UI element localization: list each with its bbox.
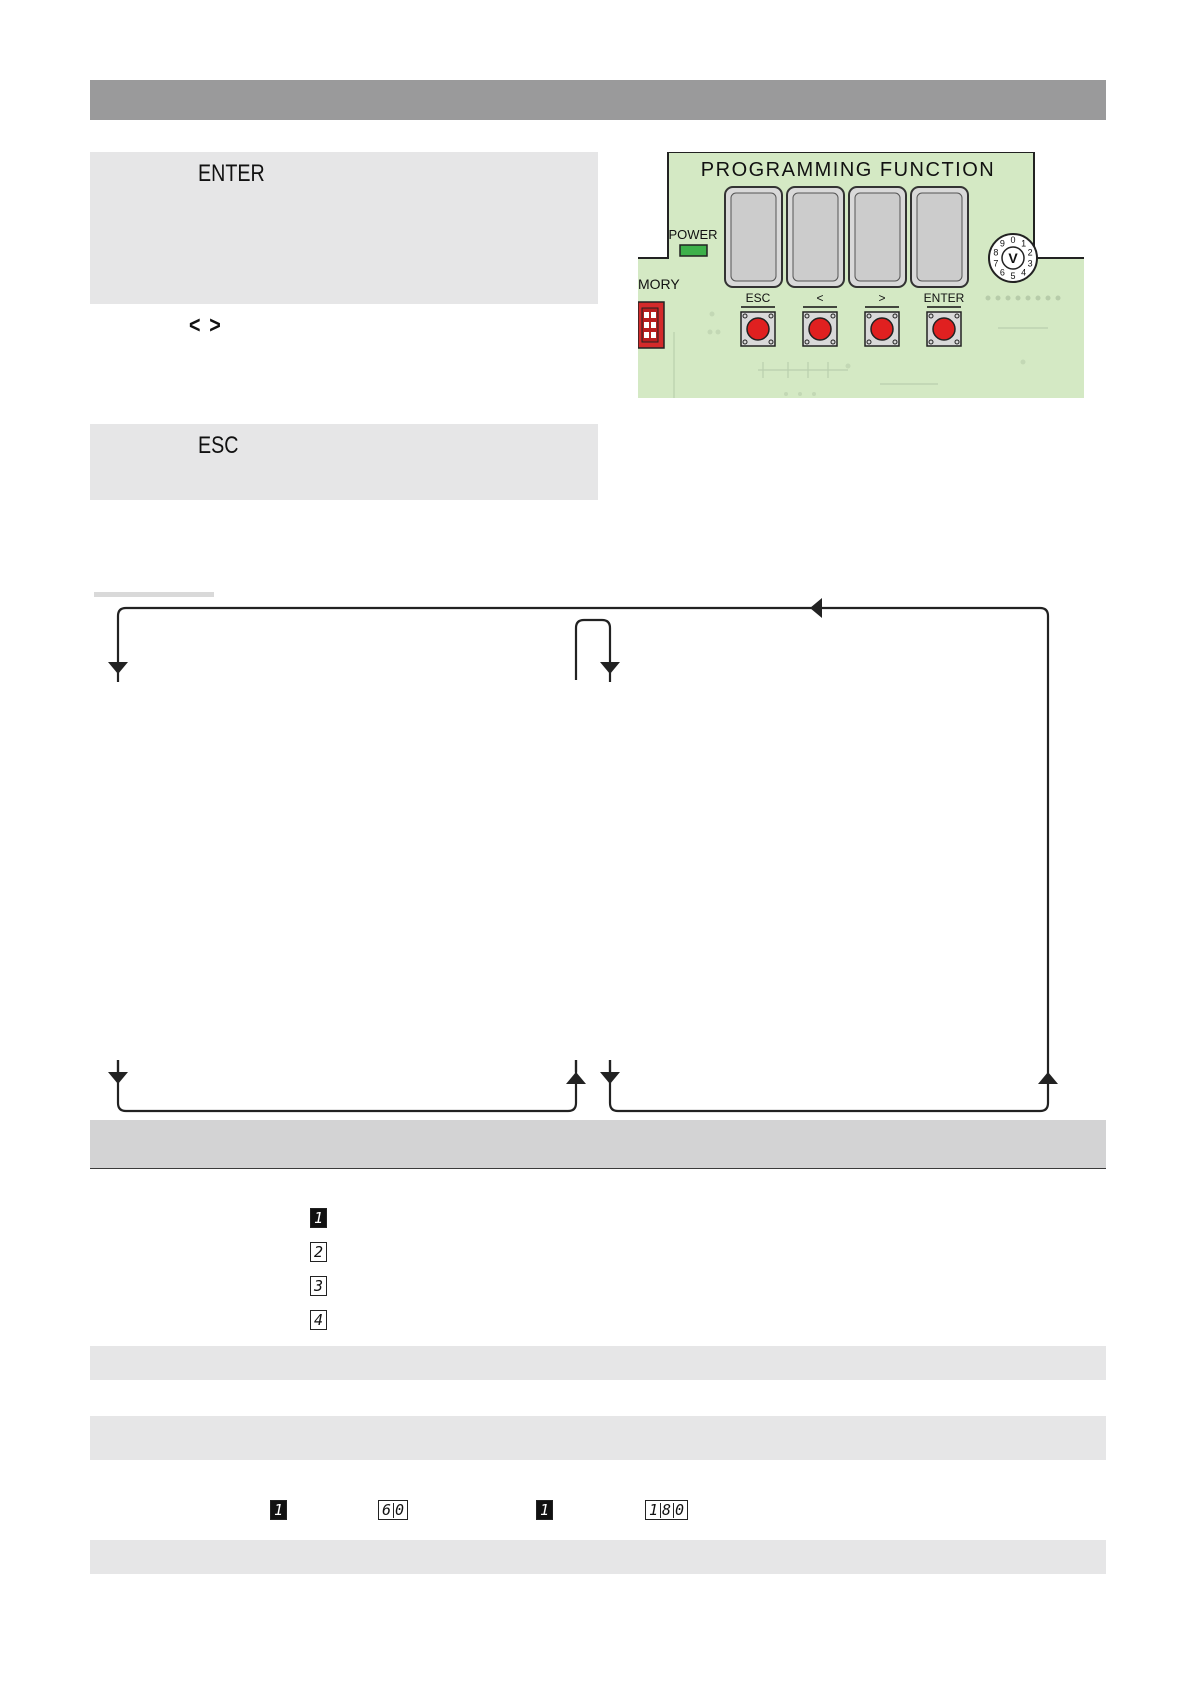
arrow-keys-label: < > <box>189 312 223 339</box>
display-value-3: 3 <box>310 1276 327 1296</box>
dial-digit: 6 <box>999 267 1005 278</box>
esc-key-box <box>90 424 598 500</box>
table-row <box>90 1346 1106 1380</box>
memory-label: MORY <box>638 276 680 292</box>
board-title: PROGRAMMING FUNCTION <box>700 159 996 181</box>
example-display-value: 6 0 <box>378 1500 408 1520</box>
enter-key-box <box>90 152 598 304</box>
dial-digit: 7 <box>993 258 999 269</box>
board-button-label-left: < <box>816 291 824 305</box>
power-led <box>680 245 707 256</box>
enter-key-label: ENTER <box>198 160 265 187</box>
display-value-2: 2 <box>310 1242 327 1262</box>
example-display-value: 1 <box>270 1500 287 1520</box>
board-button-label-esc: ESC <box>745 291 771 305</box>
dial-digit: 2 <box>1027 247 1033 258</box>
power-label: POWER <box>668 227 718 242</box>
table-header <box>90 1120 1106 1169</box>
display-value-1: 1 <box>310 1208 327 1228</box>
memory-connector <box>638 302 664 348</box>
board-button-label-enter: ENTER <box>923 291 965 305</box>
dial-center-label: V <box>1008 250 1018 266</box>
board-button-label-right: > <box>878 291 886 305</box>
dial-digit: 5 <box>1010 271 1016 281</box>
control-board-illustration <box>638 152 1084 398</box>
dial-digit: 3 <box>1027 258 1033 269</box>
section-header-bar <box>90 80 1106 120</box>
board-button-enter[interactable] <box>927 312 961 346</box>
table-row <box>90 1416 1106 1460</box>
board-button-esc[interactable] <box>741 312 775 346</box>
table-row <box>90 1540 1106 1574</box>
esc-key-label: ESC <box>198 432 239 459</box>
menu-flow-diagram <box>90 590 1090 1120</box>
dial-digit: 4 <box>1021 267 1027 278</box>
example-display-value: 1 <box>536 1500 553 1520</box>
dial-digit: 1 <box>1021 238 1027 249</box>
dial-digit: 0 <box>1010 235 1016 245</box>
board-button-right[interactable] <box>865 312 899 346</box>
dial-digit: 8 <box>993 247 999 258</box>
dial-digit: 9 <box>999 238 1005 249</box>
board-button-left[interactable] <box>803 312 837 346</box>
example-display-value: 1 8 0 <box>645 1500 688 1520</box>
rotary-dial[interactable] <box>989 234 1037 282</box>
display-value-4: 4 <box>310 1310 327 1330</box>
